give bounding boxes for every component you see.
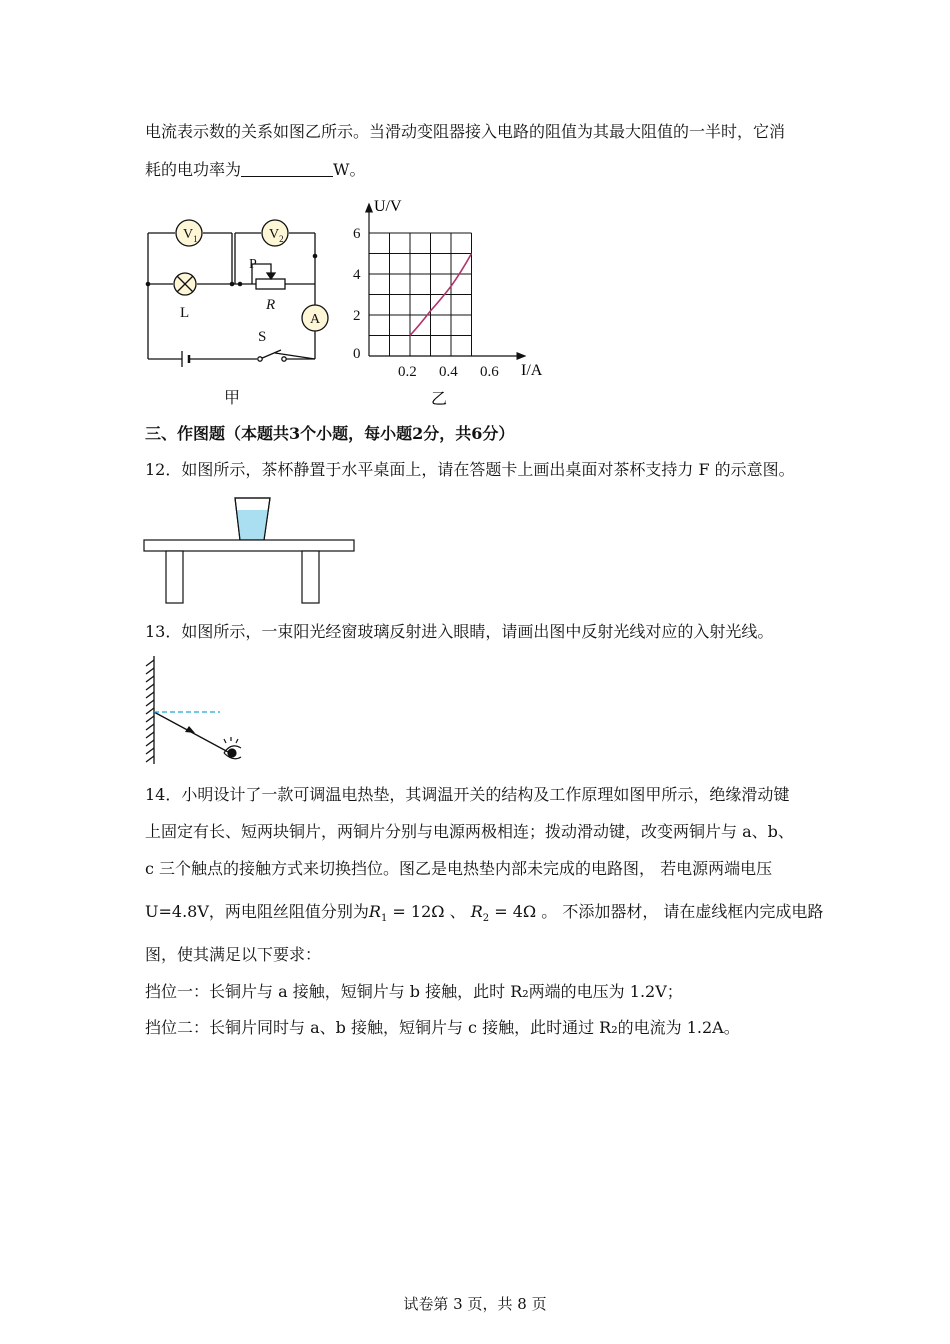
circuit-caption: 甲 [224, 390, 241, 407]
q14-requirement-2: 挡位二：长铜片同时与 a、b 接触，短铜片与 c 接触，此时通过 R₂的电流为 1.2A。 [145, 1018, 740, 1037]
u-i-graph [345, 192, 545, 412]
x-axis-label: I/A [521, 362, 543, 379]
q14-line-2: 上固定有长、短两块铜片，两铜片分别与电源两极相连；拨动滑动键，改变两铜片与 a、b、 [145, 822, 794, 841]
q14-requirement-1: 挡位一：长铜片与 a 接触，短铜片与 b 接触，此时 R₂两端的电压为 1.2V； [145, 982, 683, 1001]
q11-line-2 [145, 160, 365, 180]
r2-value: = 4Ω [489, 902, 537, 921]
q11-line-2-pre: 耗的电功率为 [145, 160, 242, 179]
q13-text: 13．如图所示，一束阳光经窗玻璃反射进入眼睛，请画出图中反射光线对应的入射光线。 [145, 622, 774, 641]
x-tick-label: 0.4 [439, 364, 458, 380]
rheostat-label: R [266, 297, 276, 313]
answer-blank[interactable] [241, 160, 333, 177]
v1-label: $V_1$ [183, 227, 198, 244]
switch-label: S [258, 329, 267, 345]
q14-line-1: 14．小明设计了一款可调温电热垫，其调温开关的结构及工作原理如图甲所示，绝缘滑动键 [145, 785, 790, 804]
circuit-diagram [135, 205, 335, 415]
page-footer: 试卷第 3 页，共 8 页 [403, 1295, 547, 1313]
separator: 、 [444, 902, 471, 921]
r1-symbol: R [368, 902, 381, 921]
y-axis-label: U/V [374, 198, 402, 215]
x-tick-label: 0.6 [480, 364, 499, 380]
y-tick-label: 0 [353, 346, 361, 362]
q14-line-4 [145, 902, 823, 929]
graph-caption: 乙 [431, 391, 448, 408]
y-axis-arrow [365, 203, 373, 213]
section-3-heading: 三、作图题（本题共3个小题，每小题2分，共6分） [145, 424, 515, 443]
q14-line-5: 图，使其满足以下要求： [145, 945, 322, 964]
r1-value: = 12Ω [387, 902, 445, 921]
q14-line-3: c 三个触点的接触方式来切换挡位。图乙是电热垫内部未完成的电路图， 若电源两端电压 [145, 859, 773, 878]
v2-label: $V_2$ [269, 227, 284, 244]
y-tick-label: 4 [353, 267, 361, 283]
lamp-label: L [180, 305, 190, 321]
q14-line-4-pre: U=4.8V，两电阻丝阻值分别为 [145, 902, 369, 921]
y-tick-label: 6 [353, 226, 361, 242]
eye-icon [224, 737, 241, 759]
q14-line-4-post: 。 不添加器材， 请在虚线框内完成电路 [536, 902, 824, 921]
x-axis-arrow [517, 352, 527, 360]
x-tick-label: 0.2 [398, 364, 417, 380]
mirror-ray-figure [140, 652, 260, 770]
ammeter-label: A [310, 312, 321, 327]
q11-line-2-post: W。 [333, 160, 366, 179]
table-cup-figure [140, 492, 360, 610]
r2-subscript: 2 [482, 913, 490, 925]
r1-subscript: 1 [380, 913, 388, 925]
r2-symbol: R [470, 902, 483, 921]
q11-line-1: 电流表示数的关系如图乙所示。当滑动变阻器接入电路的阻值为其最大阻值的一半时，它消 [145, 122, 786, 141]
q12-text: 12．如图所示，茶杯静置于水平桌面上，请在答题卡上画出桌面对茶杯支持力 F 的示意图。 [145, 460, 795, 479]
y-tick-label: 2 [353, 308, 361, 324]
slider-label: P [249, 257, 257, 272]
